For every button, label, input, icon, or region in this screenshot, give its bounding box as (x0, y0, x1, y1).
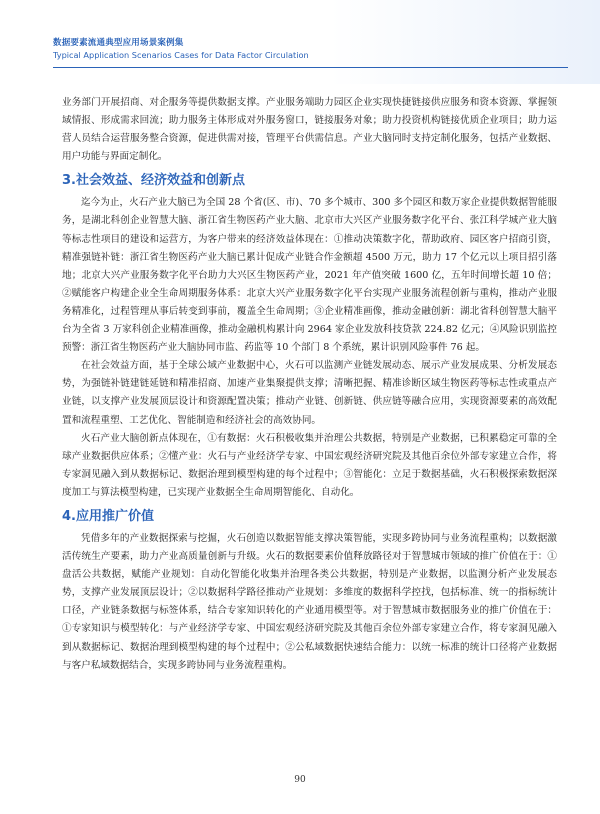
header-divider (53, 67, 568, 68)
section-heading-benefits: 3.社会效益、经济效益和创新点 (62, 173, 245, 189)
running-header-title-en: Typical Application Scenarios Cases for Data Factor Circulation (53, 50, 309, 60)
page-content (62, 94, 557, 675)
section-heading-promotion: 4.应用推广价值 (62, 508, 154, 524)
paragraph-social-benefits: 在社会效益方面，基于全球公域产业数据中心，火石可以监测产业链发展动态、展示产业发展成果、分析发展态势，为强链补链建链延链和精准招商、加速产业集聚提供支撑；清晰把握、精准诊断区域生物医药等标志性或重点产业链，以支撑产业发展顶层设计和资源配置决策；推动产业链、创新链、供应链等融合应用，实现资源要素的高效配置和流程重塑、工艺优化、智能制造和经济社会的高效协同。 (62, 360, 557, 426)
page-number: 90 (294, 775, 306, 785)
paragraph-innovation: 火石产业大脑创新点体现在，①有数据：火石积极收集并治理公共数据，特别是产业数据，已积累稳定可靠的全球产业数据供应体系；②懂产业：火石与产业经济学专家、中国宏观经济研究院及其他百余位外部专家建立合作，将专家洞见融入到从数据标记、数据治理到模型构建的每个过程中；③智能化：立足于数据基础，火石积极探索数据深度加工与算法模型构建，已实现产业数据全生命周期智能化、自动化。 (62, 432, 557, 498)
paragraph-services: 业务部门开展招商、对企服务等提供数据支撑。产业服务端助力园区企业实现快捷链接供应服务和资本资源、掌握领域情报、形成需求回流；助力服务主体形成对外服务窗口，链接服务对象；助力投资机构链接优质企业项目；助力运营人员结合运营服务整合资源，促进供需对接，管理平台供需信息。产业大脑同时支持定制化服务，包括产业数据、用户功能与界面定制化。 (62, 97, 557, 163)
running-header-title-cn: 数据要素流通典型应用场景案例集 (53, 38, 184, 48)
paragraph-promotion-value: 凭借多年的产业数据探索与挖掘，火石创造以数据智能支撑决策智能，实现多跨协同与业务流程重构；以数据激活传统生产要素，助力产业高质量创新与升级。火石的数据要素价值释放路径对于智慧城市领域的推广价值在于：①盘活公共数据，赋能产业规划：自动化智能化收集并治理各类公共数据，特别是产业数据，以监测分析产业发展态势，支撑产业发展顶层设计；②以数据科学路径推动产业规划：多维度的数据科学控找，包括标准、统一的指标统计口径，产业链条数据与标签体系，结合专家知识转化的产业通用模型等。对于智慧城市数据服务业的推广价值在于：①专家知识与模型转化：与产业经济学专家、中国宏观经济研究院及其他百余位外部专家建立合作，将专家洞见融入到从数据标记、数据治理到模型构建的每个过程中；②公私域数据快速结合能力：以统一标准的统计口径将产业数据与客户私域数据结合，实现多跨协同与业务流程重构。 (62, 532, 557, 671)
paragraph-economic-benefits: 迄今为止，火石产业大脑已为全国 28 个省(区、市)、70 多个城市、300 多个园区和数万家企业提供数据智能服务，是湖北科创企业智慧大脑、浙江省生物医药产业大脑、北京市大兴区产业服务数字化平台、张江科学城产业大脑等标志性项目的建设和运营方，为客户带来的经济效益体现在：①推动决策数字化，帮助政府、园区客户招商引资，精准强链补链：浙江省生物医药产业大脑已累计促成产业链合作金额超 4500 万元，助力 17 个亿元以上项目招引落地；北京大兴产业服务数字化平台助力大兴区生物医药产业，2021 年产值突破 1600 亿，五年时间增长超 10 倍；②赋能客户构建企业全生命周期服务体系：北京大兴产业服务数字化平台实现产业服务流程创新与重构，推动产业服务精准化，过程管理从事后转变到事前，覆盖全生命周期；③企业精准画像，推动金融创新：湖北省科创智慧大脑平台为全省 3 万家科创企业精准画像，推动金融机构累计向 2964 家企业发放科技贷款 224.82 亿元；④风险识别监控预警：浙江省生物医药产业大脑协同市监、药监等 10 个部门 8 个系统，累计识别风险事件 76 起。 (62, 197, 557, 354)
